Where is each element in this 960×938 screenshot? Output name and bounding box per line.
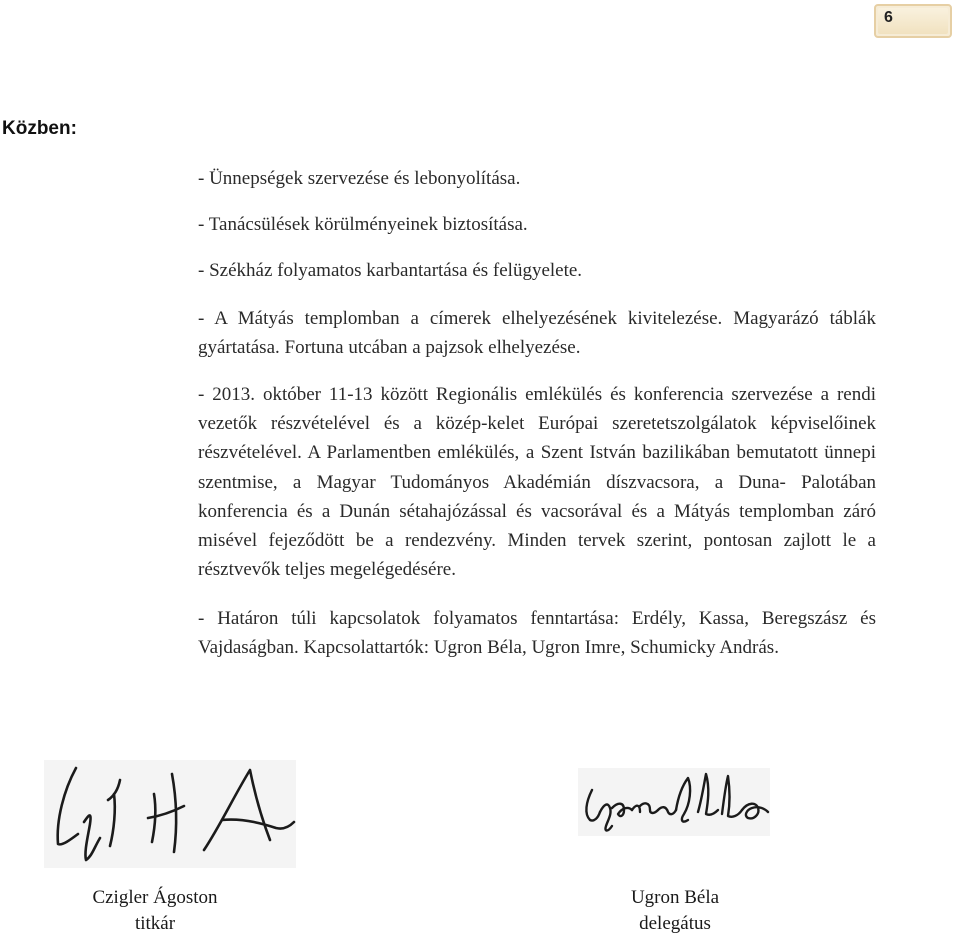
- list-item-celebrations: - Ünnepségek szervezése és lebonyolítása.: [198, 168, 521, 189]
- list-item-cross-border-relations: - Határon túli kapcsolatok folyamatos fenntartása: Erdély, Kassa, Beregszász és Vajdaságban. Kapcsolattartók: Ugron Béla, Ugron Imre, Schumicky András.: [198, 608, 876, 659]
- signature-czigler-image: [44, 760, 296, 868]
- signatory-role: titkár: [134, 913, 176, 934]
- list-item-council-meetings: - Tanácsülések körülményeinek biztosítása.: [198, 214, 528, 235]
- signature-ugron-image: [578, 768, 770, 836]
- signature-block-czigler: [60, 885, 250, 937]
- list-item-headquarters: - Székház folyamatos karbantartása és felügyelete.: [198, 260, 583, 281]
- page-number-badge: [874, 4, 952, 38]
- page-number: 6: [884, 9, 893, 26]
- signatory-name: Ugron Béla: [630, 887, 720, 908]
- list-item-matyas-church: - A Mátyás templomban a címerek elhelyezésének kivitelezése. Magyarázó táblák gyártatása. Fortuna utcában a pajzsok elhelyezése.: [198, 308, 876, 359]
- signatory-name: Czigler Ágoston: [92, 887, 218, 908]
- signature-block-ugron: [590, 885, 760, 937]
- section-heading: Közben:: [2, 118, 77, 139]
- list-item-2013-conference: - 2013. október 11-13 között Regionális emlékülés és konferencia szervezése a rendi vezetők részvételével és a közép-kelet Európai szeretetszolgálatok képviselőinek részvételével. A Parlamentben emlékülés, a Szent István bazilikában bemutatott ünnepi szentmise, a Magyar Tudományos Akadémián díszvacsora, a Duna- Palotában konferencia és a Dunán sétahajózással és vacsorával és a Mátyás templomban záró misével fejeződött be a rendezvény. Minden tervek szerint, pontosan zajlott le a résztvevők teljes megelégedésére.: [198, 384, 876, 581]
- signatory-role: delegátus: [639, 913, 711, 934]
